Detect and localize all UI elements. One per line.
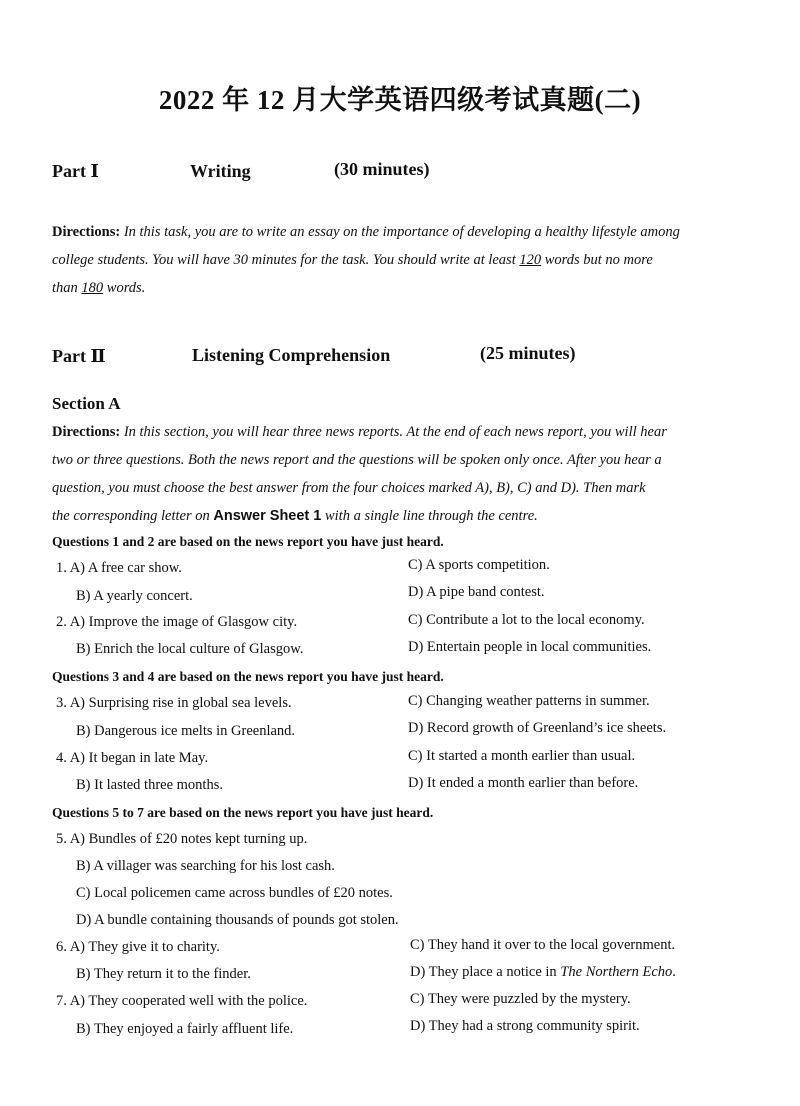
directions-text: In this section, you will hear three news reports. At the end of each news report, you will hear [123, 424, 667, 440]
q1-option-c: C) A sports competition. [408, 557, 550, 573]
part2-name: Listening Comprehension [192, 345, 391, 365]
part1-directions [52, 218, 752, 302]
part1-name: Writing [190, 161, 251, 181]
directions-text: the corresponding letter on [52, 508, 214, 524]
directions-text: In this task, you are to write an essay on the importance of developing a healthy lifestyle among [123, 224, 680, 240]
answer-sheet-label: Answer Sheet 1 [213, 508, 322, 524]
part2-time: (25 minutes) [480, 343, 576, 363]
q1-option-d: D) A pipe band contest. [408, 584, 545, 600]
part2-label: Part Ⅱ [52, 346, 106, 366]
directions-text: than [52, 280, 82, 296]
question-group-heading: Questions 3 and 4 are based on the news report you have just heard. [52, 669, 444, 684]
q5-option-d: D) A bundle containing thousands of pounds got stolen. [76, 912, 399, 928]
directions-text: college students. You will have 30 minutes for the task. You should write at least [52, 252, 520, 268]
directions-label: Directions: [52, 224, 121, 240]
q7-option-d: D) They had a strong community spirit. [410, 1018, 640, 1034]
q1-option-b: B) A yearly concert. [76, 588, 193, 604]
page-title: 2022 年 12 月大学英语四级考试真题(二) [158, 85, 642, 115]
directions-text: words but no more [541, 252, 653, 268]
q5-option-b: B) A villager was searching for his lost cash. [76, 858, 335, 874]
q4-option-c: C) It started a month earlier than usual. [408, 748, 636, 764]
max-words: 180 [81, 280, 104, 296]
directions-label: Directions: [52, 424, 121, 440]
question-group-heading: Questions 1 and 2 are based on the news report you have just heard. [52, 534, 444, 549]
directions-text: two or three questions. Both the news report and the questions will be spoken only once. After you hear a [52, 452, 662, 468]
q2-option-a: 2. A) Improve the image of Glasgow city. [56, 614, 298, 630]
part1-time: (30 minutes) [334, 159, 430, 179]
q6-option-a: 6. A) They give it to charity. [56, 939, 220, 955]
directions-text: words. [103, 280, 146, 296]
q7-option-c: C) They were puzzled by the mystery. [410, 991, 631, 1007]
q4-option-a: 4. A) It began in late May. [56, 750, 209, 766]
q7-option-b: B) They enjoyed a fairly affluent life. [76, 1021, 294, 1037]
min-words: 120 [519, 252, 542, 268]
q3-option-a: 3. A) Surprising rise in global sea levels. [56, 695, 292, 711]
question-group-heading: Questions 5 to 7 are based on the news report you have just heard. [52, 805, 434, 820]
q2-option-c: C) Contribute a lot to the local economy. [408, 612, 645, 628]
q6-option-c: C) They hand it over to the local government. [410, 937, 676, 953]
q2-option-d: D) Entertain people in local communities. [408, 639, 652, 655]
q3-option-d: D) Record growth of Greenland’s ice sheets. [408, 720, 667, 736]
q3-option-b: B) Dangerous ice melts in Greenland. [76, 723, 296, 739]
q4-option-d: D) It ended a month earlier than before. [408, 775, 639, 791]
section-a-heading: Section A [52, 394, 121, 413]
q6-option-d: D) They place a notice in The Northern Echo. [410, 964, 676, 980]
q2-option-b: B) Enrich the local culture of Glasgow. [76, 641, 304, 657]
q1-option-a: 1. A) A free car show. [56, 560, 182, 576]
q4-option-b: B) It lasted three months. [76, 777, 223, 793]
newspaper-title: The Northern Echo [560, 964, 673, 980]
part2-directions [52, 418, 762, 530]
q5-option-a: 5. A) Bundles of £20 notes kept turning up. [56, 831, 308, 847]
directions-text: with a single line through the centre. [321, 508, 538, 524]
q6-option-b: B) They return it to the finder. [76, 966, 251, 982]
directions-text: question, you must choose the best answer from the four choices marked A), B), C) and D). Then mark [52, 480, 646, 496]
q3-option-c: C) Changing weather patterns in summer. [408, 693, 650, 709]
q7-option-a: 7. A) They cooperated well with the police. [56, 993, 308, 1009]
part1-label: Part Ⅰ [52, 161, 99, 181]
q5-option-c: C) Local policemen came across bundles of £20 notes. [76, 885, 393, 901]
